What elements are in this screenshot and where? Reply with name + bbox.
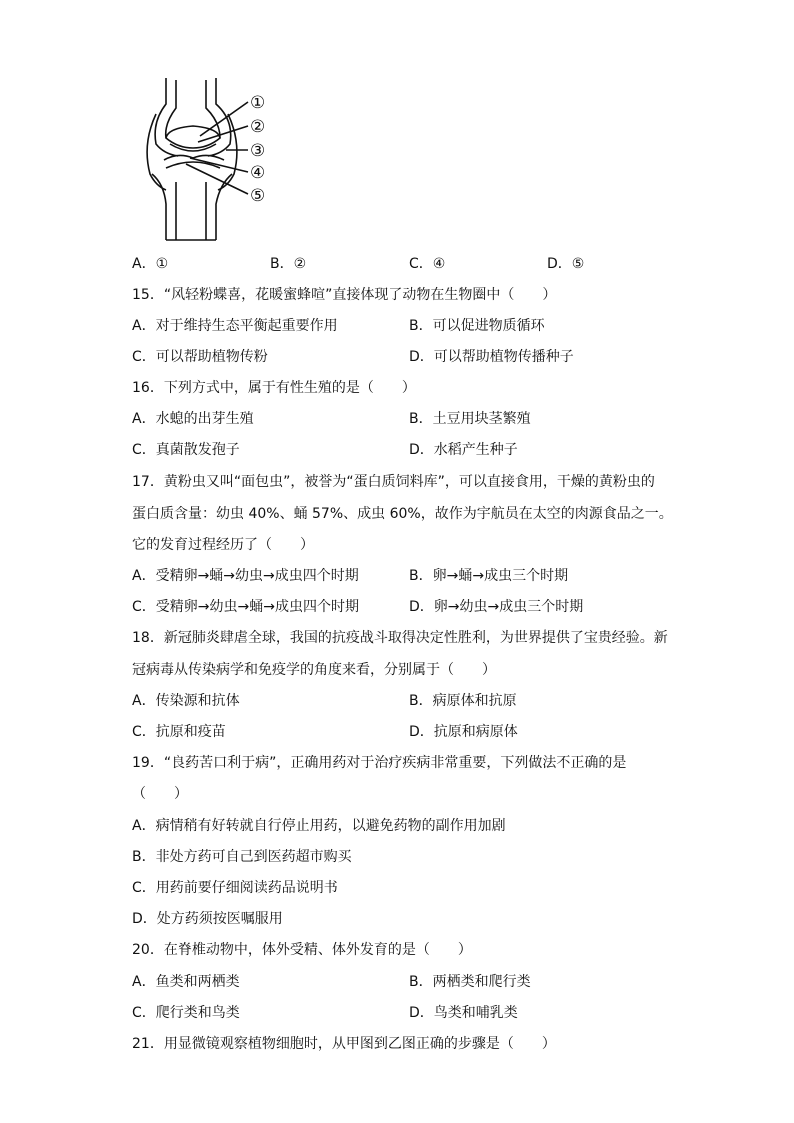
- figure-label-4: ④: [250, 163, 266, 183]
- figure-label-5: ⑤: [250, 186, 266, 206]
- figure-label-3: ③: [250, 141, 266, 161]
- q19-stem-line-2: （ ）: [132, 786, 188, 802]
- q20-option-a: A．鱼类和两栖类: [132, 974, 240, 990]
- q17-stem-line-2: 蛋白质含量：幼虫 40%、蛹 57%、成虫 60%，故作为宇航员在太空的肉源食品之一。: [132, 506, 673, 522]
- q17-option-b: B．卵→蛹→成虫三个时期: [409, 568, 569, 584]
- q16-option-a: A．水螅的出芽生殖: [132, 411, 254, 427]
- figure-label-2: ②: [250, 117, 266, 137]
- q20-option-c: C．爬行类和鸟类: [132, 1005, 240, 1021]
- q15-option-d: D．可以帮助植物传播种子: [409, 349, 574, 365]
- joint-diagram: [138, 74, 273, 244]
- q19-option-b: B．非处方药可自己到医药超市购买: [132, 849, 352, 865]
- q19-option-a: A．病情稍有好转就自行停止用药，以避免药物的副作用加剧: [132, 818, 506, 834]
- q16-option-d: D．水稻产生种子: [409, 442, 518, 458]
- q15-option-a: A．对于维持生态平衡起重要作用: [132, 318, 338, 334]
- q14-option-d: D．⑤: [547, 256, 585, 272]
- q18-stem-line-2: 冠病毒从传染病学和免疫学的角度来看，分别属于（ ）: [132, 662, 496, 678]
- q20-stem: 20．在脊椎动物中，体外受精、体外发育的是（ ）: [132, 942, 472, 958]
- q20-option-b: B．两栖类和爬行类: [409, 974, 531, 990]
- q21-stem: 21．用显微镜观察植物细胞时，从甲图到乙图正确的步骤是（ ）: [132, 1036, 556, 1052]
- q14-option-a: A．①: [132, 256, 169, 272]
- q16-stem: 16．下列方式中，属于有性生殖的是（ ）: [132, 380, 416, 396]
- q15-option-b: B．可以促进物质循环: [409, 318, 545, 334]
- q18-option-a: A．传染源和抗体: [132, 693, 240, 709]
- q20-option-d: D．鸟类和哺乳类: [409, 1005, 518, 1021]
- q19-option-d: D．处方药须按医嘱服用: [132, 911, 283, 927]
- q14-option-b: B．②: [270, 256, 307, 272]
- q18-option-d: D．抗原和病原体: [409, 724, 518, 740]
- q18-stem-line-1: 18．新冠肺炎肆虐全球，我国的抗疫战斗取得决定性胜利，为世界提供了宝贵经验。新: [132, 630, 668, 646]
- q18-option-c: C．抗原和疫苗: [132, 724, 226, 740]
- q19-option-c: C．用药前要仔细阅读药品说明书: [132, 880, 338, 896]
- q17-stem-line-3: 它的发育过程经历了（ ）: [132, 537, 314, 553]
- q15-option-c: C．可以帮助植物传粉: [132, 349, 268, 365]
- q14-option-c: C．④: [409, 256, 446, 272]
- q17-stem-line-1: 17．黄粉虫又叫“面包虫”，被誉为“蛋白质饲料库”，可以直接食用，干燥的黄粉虫的: [132, 474, 655, 490]
- q17-option-c: C．受精卵→幼虫→蛹→成虫四个时期: [132, 599, 359, 615]
- q16-option-b: B．土豆用块茎繁殖: [409, 411, 531, 427]
- q18-option-b: B．病原体和抗原: [409, 693, 517, 709]
- q19-stem-line-1: 19．“良药苦口利于病”，正确用药对于治疗疾病非常重要，下列做法不正确的是: [132, 755, 627, 771]
- q15-stem: 15．“风轻粉蝶喜，花暖蜜蜂喧”直接体现了动物在生物圈中（ ）: [132, 287, 557, 303]
- q17-option-d: D．卵→幼虫→成虫三个时期: [409, 599, 584, 615]
- figure-label-1: ①: [250, 93, 266, 113]
- q16-option-c: C．真菌散发孢子: [132, 442, 240, 458]
- q17-option-a: A．受精卵→蛹→幼虫→成虫四个时期: [132, 568, 359, 584]
